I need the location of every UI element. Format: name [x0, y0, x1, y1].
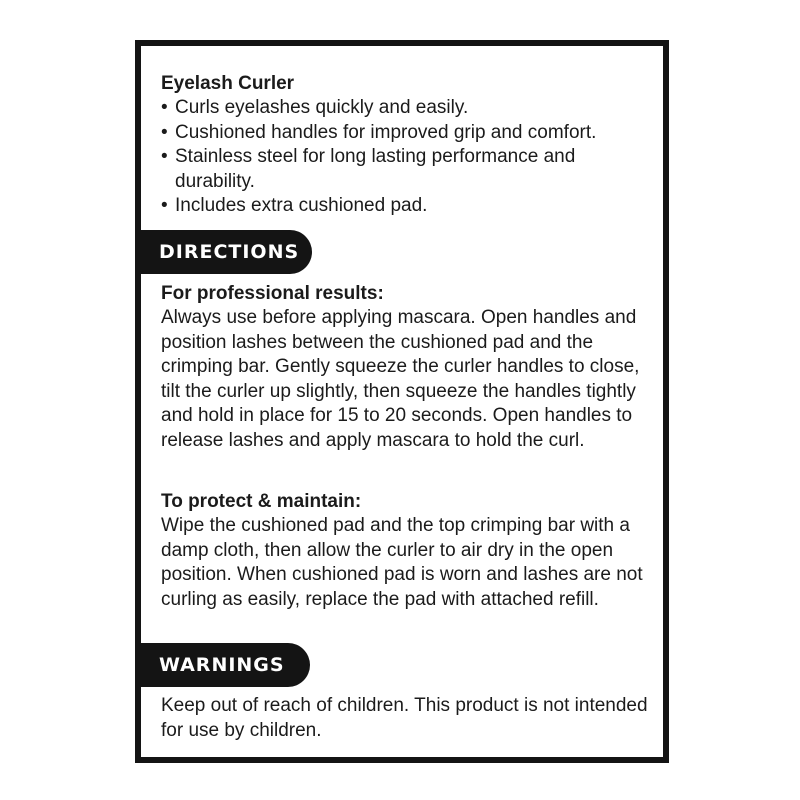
product-title: Eyelash Curler [161, 73, 295, 94]
professional-results-text: Always use before applying mascara. Open handles and position lashes between the cushioned pad and the crimping bar. Gently squeeze the curler handles to close, tilt the curler up slightly, then squeeze the handles tightly and hold in place for 15 to 20 seconds. Open handles to release lashes and apply mascara to hold the curl. [161, 307, 640, 451]
protect-maintain-section [161, 490, 651, 612]
product-info [161, 72, 651, 219]
protect-maintain-heading: To protect & maintain: [161, 491, 362, 512]
bullet-icon: • [161, 97, 168, 118]
list-item [161, 145, 651, 194]
feature-list [161, 96, 651, 219]
bullet-icon: • [161, 195, 168, 216]
bullet-icon: • [161, 146, 168, 167]
list-item [161, 194, 651, 219]
warnings-section [161, 694, 651, 743]
protect-maintain-text: Wipe the cushioned pad and the top crimping bar with a damp cloth, then allow the curler to air dry in the open position. When cushioned pad is worn and lashes are not curling as easily, replace the pad with attached refill. [161, 515, 643, 610]
feature-text: Stainless steel for long lasting performance and durability. [175, 146, 576, 192]
bullet-icon: • [161, 121, 168, 143]
directions-heading: DIRECTIONS [141, 230, 312, 274]
label-panel [135, 40, 669, 763]
feature-text: Cushioned handles for improved grip and comfort. [175, 121, 597, 143]
feature-text: Curls eyelashes quickly and easily. [175, 97, 469, 118]
feature-text: Includes extra cushioned pad. [175, 195, 428, 216]
list-item [161, 121, 651, 146]
professional-results-heading: For professional results: [161, 283, 384, 304]
list-item [161, 96, 651, 121]
warnings-heading: WARNINGS [141, 643, 310, 687]
professional-results-section [161, 282, 651, 454]
warnings-text: Keep out of reach of children. This product is not intended for use by children. [161, 695, 648, 741]
